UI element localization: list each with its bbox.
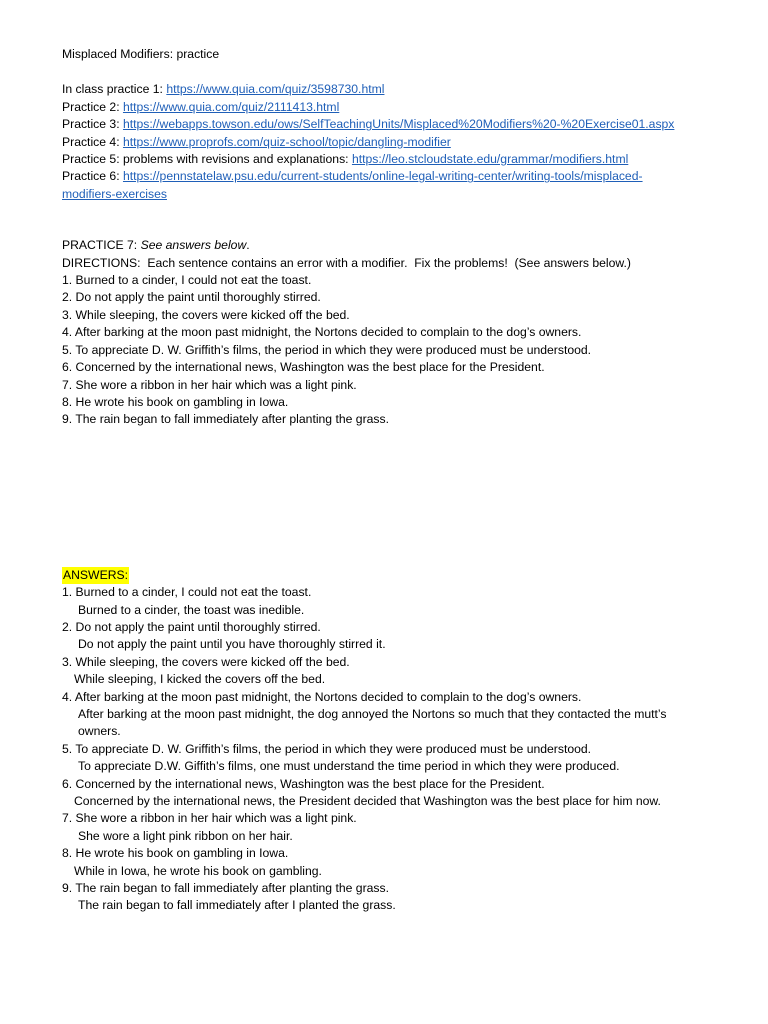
practice-label: Practice 2: (62, 99, 123, 114)
answers-list (62, 584, 752, 915)
practice-link-1 (62, 81, 752, 98)
sentence-item: 7. She wore a ribbon in her hair which was a light pink. (62, 377, 357, 392)
answer-question: 9. The rain began to fall immediately after planting the grass. (62, 881, 389, 896)
document-title: Misplaced Modifiers: practice (62, 47, 220, 61)
practice-label: Practice 4: (62, 134, 123, 149)
practice-label: Practice 5: problems with revisions and explanations: (62, 152, 352, 167)
directions-label: DIRECTIONS: (62, 255, 141, 270)
answer-question: 5. To appreciate D. W. Griffith’s films, the period in which they were produced must be understood. (62, 741, 592, 756)
practice-url[interactable]: https://leo.stcloudstate.edu/grammar/modifiers.html (351, 152, 629, 167)
practice-url-continued[interactable]: modifiers-exercises (62, 186, 167, 201)
practice-url[interactable]: https://pennstatelaw.psu.edu/current-students/online-legal-writing-center/writing-tools/misplaced- (122, 169, 643, 184)
sentence-item: 5. To appreciate D. W. Griffith’s films, the period in which they were produced must be understood. (62, 342, 592, 357)
practice-label: In class practice 1: (62, 82, 167, 97)
answer-question: 3. While sleeping, the covers were kicked off the bed. (62, 654, 350, 669)
practice-link-3 (62, 116, 752, 133)
practice-url[interactable]: https://www.proprofs.com/quiz-school/topic/dangling-modifier (122, 134, 451, 149)
sentence-item: 2. Do not apply the paint until thoroughly stirred. (62, 290, 321, 305)
sentence-item: 8. He wrote his book on gambling in Iowa. (62, 394, 289, 409)
sentence-list (62, 272, 752, 429)
answers-label: ANSWERS: (62, 567, 129, 584)
practice-label: Practice 3: (62, 117, 123, 132)
answer-revision: While in Iowa, he wrote his book on gambling. (74, 863, 322, 878)
answer-question: 2. Do not apply the paint until thoroughly stirred. (62, 619, 321, 634)
practice-link-6-continued (62, 186, 752, 203)
practice-links-list (62, 81, 752, 203)
practice7-label: PRACTICE 7: (62, 238, 141, 253)
answer-revision: After barking at the moon past midnight, the dog annoyed the Nortons so much that they contacted the mutt’s (78, 706, 667, 721)
answer-revision: Burned to a cinder, the toast was inedible. (78, 602, 305, 617)
practice-url[interactable]: https://www.quia.com/quiz/2111413.html (122, 99, 340, 114)
sentence-item: 9. The rain began to fall immediately after planting the grass. (62, 412, 389, 427)
answer-question: 4. After barking at the moon past midnight, the Nortons decided to complain to the dog’s owners. (62, 689, 582, 704)
answer-question: 8. He wrote his book on gambling in Iowa. (62, 846, 289, 861)
answer-question: 7. She wore a ribbon in her hair which was a light pink. (62, 811, 357, 826)
answer-revision: Concerned by the international news, the President decided that Washington was the best place for him now. (74, 794, 661, 808)
answer-question: 1. Burned to a cinder, I could not eat the toast. (62, 585, 312, 600)
answer-revision: She wore a light pink ribbon on her hair. (78, 828, 293, 843)
practice7-note: See answers below (140, 238, 247, 253)
directions (62, 255, 752, 272)
answer-revision-continued: owners. (78, 724, 121, 739)
sentence-item: 1. Burned to a cinder, I could not eat the toast. (62, 273, 312, 288)
practice7-heading (62, 237, 752, 254)
practice-label: Practice 6: (62, 169, 123, 184)
practice-url[interactable]: https://webapps.towson.edu/ows/SelfTeachingUnits/Misplaced%20Modifiers%20-%20Exercise01.aspx (122, 117, 675, 132)
sentence-item: 3. While sleeping, the covers were kicked off the bed. (62, 307, 350, 322)
answer-revision: To appreciate D.W. Giffith’s films, one must understand the time period in which they were produced. (78, 759, 620, 774)
sentence-item: 4. After barking at the moon past midnight, the Nortons decided to complain to the dog’s owners. (62, 325, 582, 340)
practice-link-5 (62, 151, 752, 168)
practice-link-4 (62, 134, 752, 151)
document-page (62, 46, 752, 915)
directions-text: Each sentence contains an error with a modifier. Fix the problems! (See answers below.) (140, 255, 631, 270)
practice-url[interactable]: https://www.quia.com/quiz/3598730.html (166, 82, 385, 97)
answer-revision: The rain began to fall immediately after I planted the grass. (78, 898, 396, 913)
sentence-item: 6. Concerned by the international news, Washington was the best place for the President. (62, 360, 545, 375)
answer-revision: Do not apply the paint until you have thoroughly stirred it. (78, 637, 386, 652)
practice-link-6 (62, 168, 752, 185)
answer-revision: While sleeping, I kicked the covers off the bed. (74, 672, 326, 687)
practice-link-2 (62, 99, 752, 116)
answers-heading (62, 567, 752, 584)
answer-question: 6. Concerned by the international news, Washington was the best place for the President. (62, 776, 545, 791)
practice7-note-end: . (246, 238, 250, 253)
